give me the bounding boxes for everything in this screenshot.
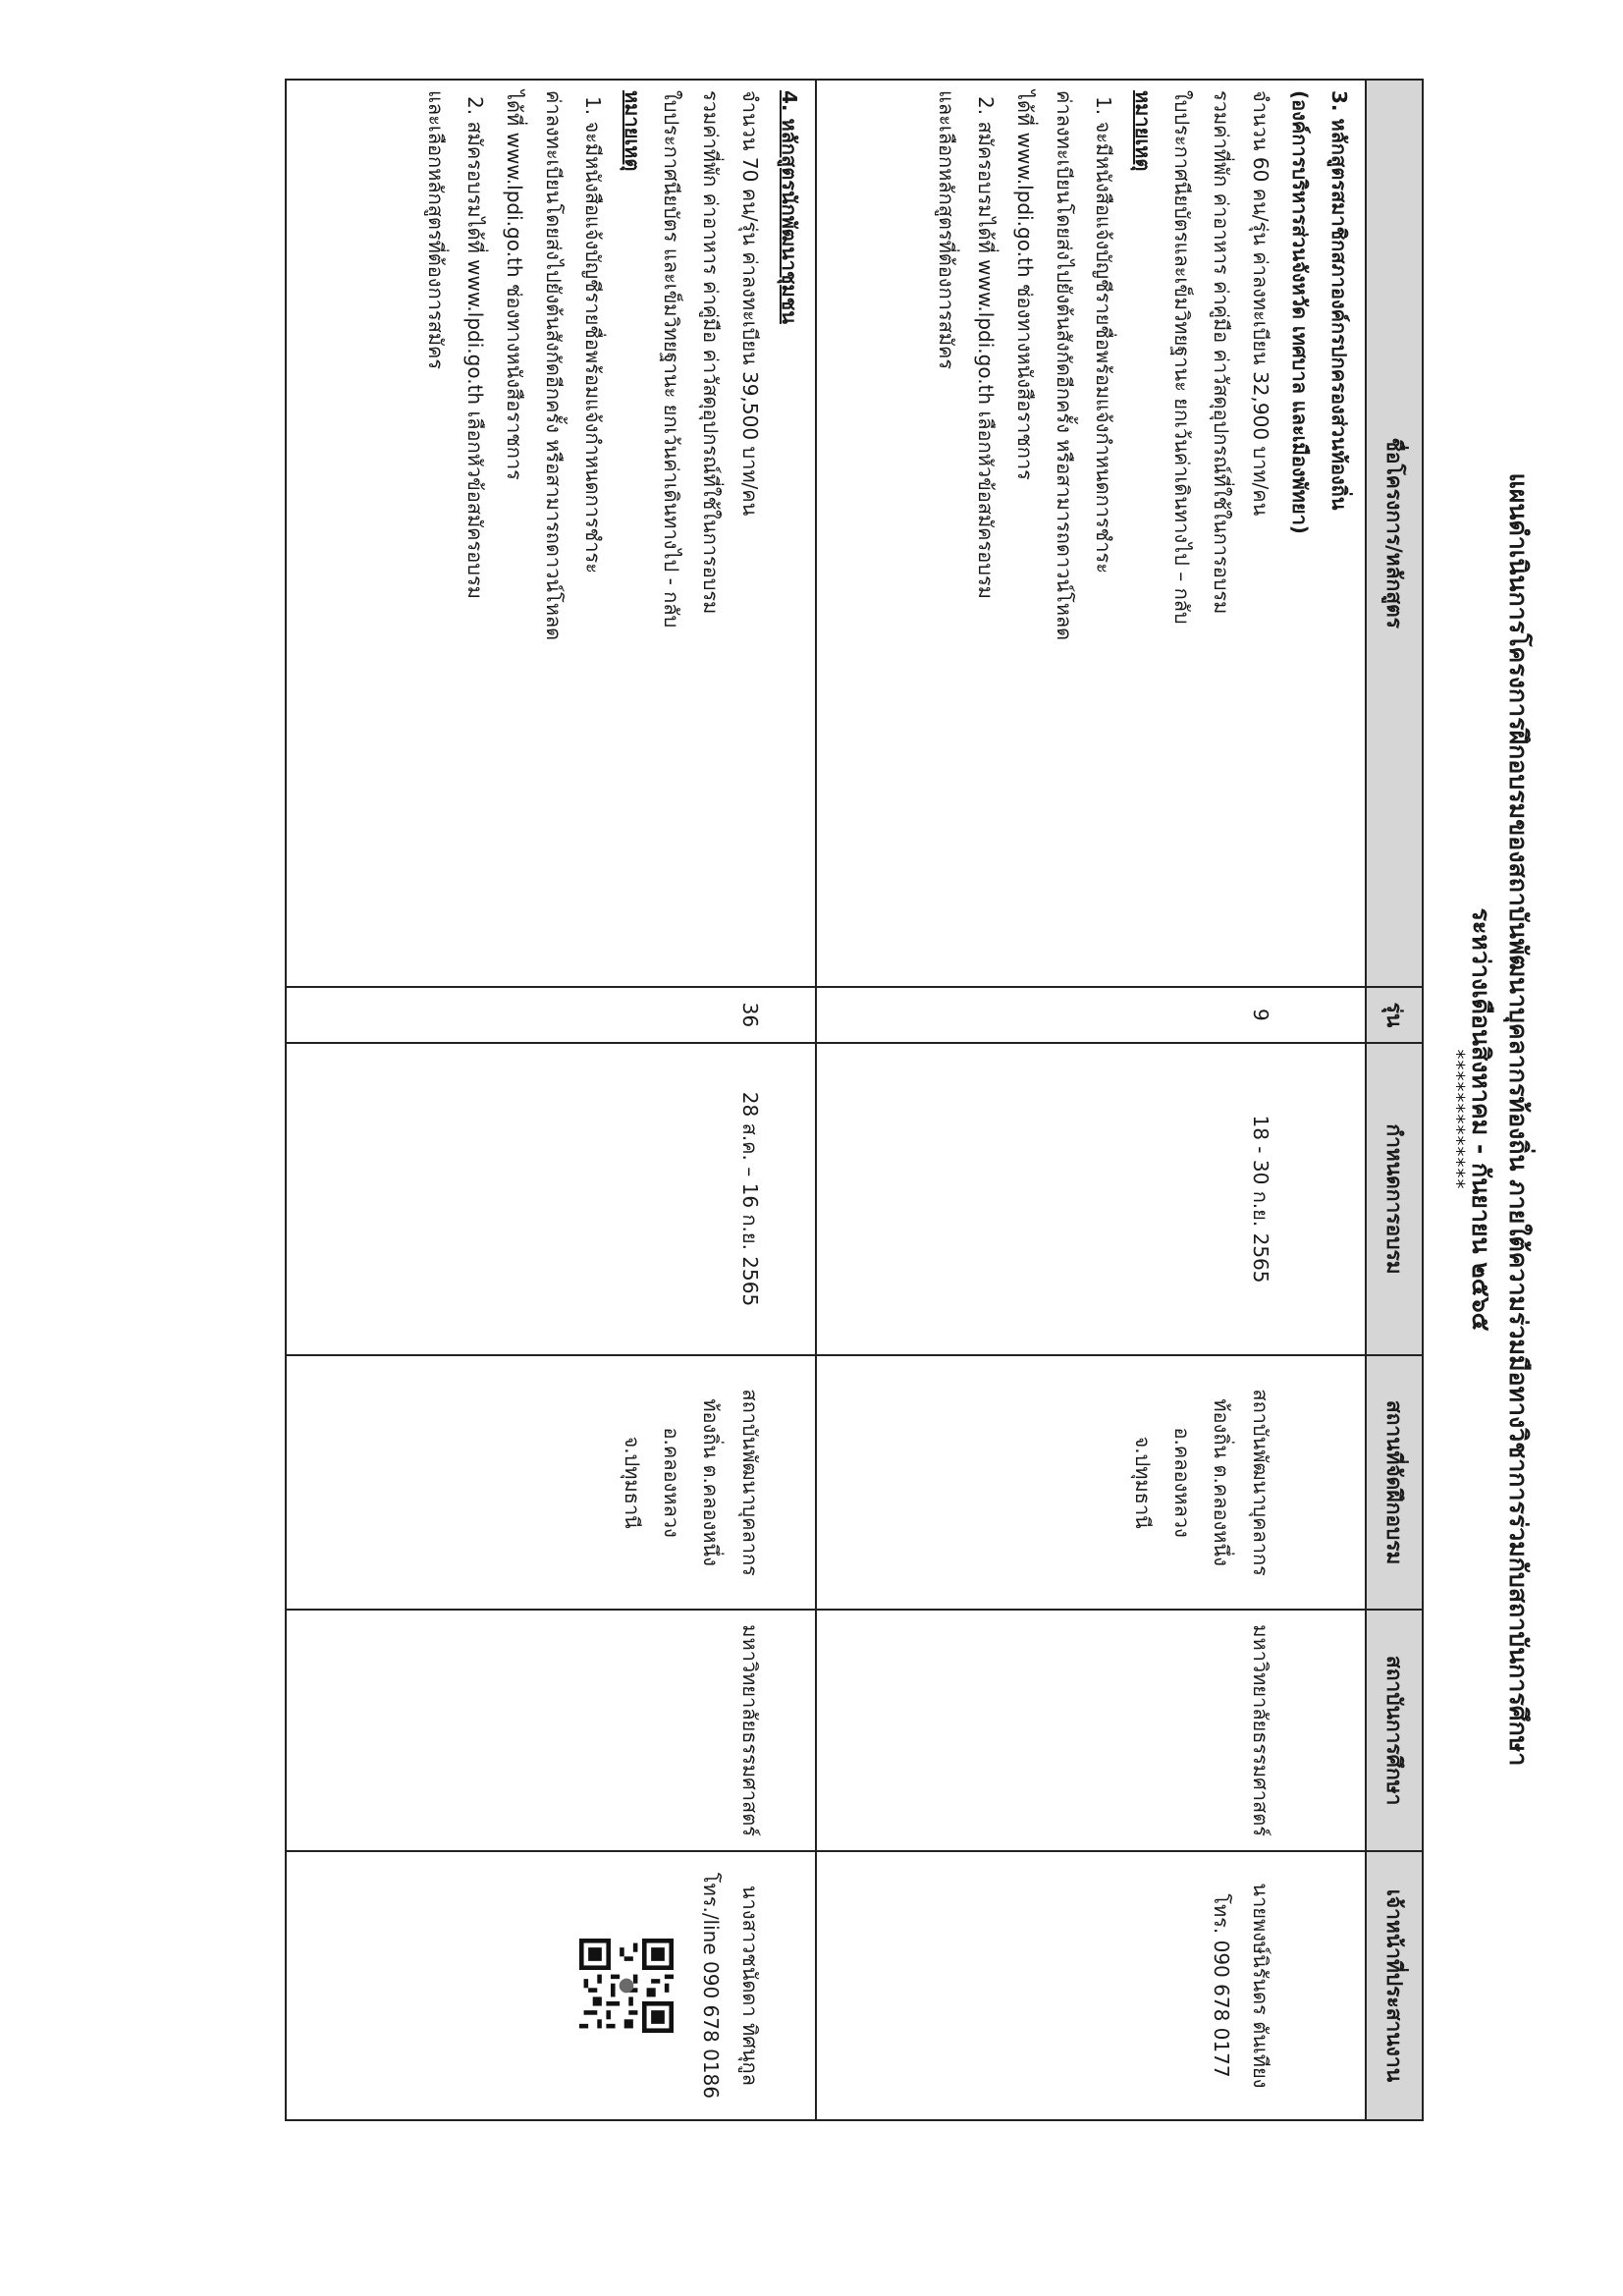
institute-value: มหาวิทยาลัยธรรมศาสตร์ — [738, 1624, 762, 1836]
course-fee-line: รวมค่าที่พัก ค่าอาหาร ค่าคู่มือ ค่าวัสดุอุปกรณ์ที่ใช้ในการอบรม — [1210, 90, 1233, 615]
header-venue: สถานที่จัดฝึกอบรม — [1366, 1355, 1423, 1611]
remark-line: และเลือกหลักสูตรที่ต้องการสมัคร — [424, 90, 448, 370]
contact-cell — [286, 1851, 816, 2120]
remark-line: ได้ที่ www.lpdi.go.th ช่องทางหนังสือราชการ — [503, 90, 526, 480]
venue-line: ท้องถิ่น ต.คลองหนึ่ง — [1210, 1398, 1233, 1566]
document-subtitle: ระหว่างเดือนสิงหาคม - กันยายน ๒๕๖๕ — [1467, 907, 1495, 1332]
venue-line: อ.คลองหลวง — [1170, 1427, 1194, 1538]
course-cell — [286, 80, 816, 987]
venue-line: จ.ปทุมธานี — [1131, 1436, 1155, 1529]
remark-line: ค่าลงทะเบียนโดยส่งไปยังต้นสังกัดอีกครั้ง หรือสามารถดาวน์โหลด — [542, 90, 566, 641]
remark-label: หมายเหตุ — [621, 90, 644, 172]
course-title: 4. หลักสูตรนักพัฒนาชุมชน — [778, 90, 801, 324]
venue-line: ท้องถิ่น ต.คลองหนึ่ง — [699, 1398, 723, 1566]
course-subtitle: (องค์การบริหารส่วนจังหวัด เทศบาล และเมืองพัทยา) — [1288, 90, 1312, 534]
course-fee-line: จำนวน 70 คน/รุ่น ค่าลงทะเบียน 39,500 บาท/คน — [738, 90, 762, 517]
schedule-value: 18 - 30 ก.ย. 2565 — [1249, 1115, 1272, 1284]
course-fee-line: จำนวน 60 คน/รุ่น ค่าลงทะเบียน 32,900 บาท/คน — [1249, 90, 1272, 517]
contact-name: นางสาวชนัดดา ทิศนุกูล — [738, 1885, 762, 2086]
training-plan-table — [285, 79, 1424, 2121]
institute-cell — [286, 1610, 816, 1850]
remark-line: 2. สมัครอบรมได้ที่ www.lpdi.go.th เลือกหัวข้อสมัครอบรม — [974, 96, 998, 599]
course-cell — [816, 80, 1366, 987]
contact-cell — [816, 1851, 1366, 2120]
venue-line: สถาบันพัฒนาบุคลากร — [1249, 1389, 1272, 1576]
institute-cell — [816, 1610, 1366, 1850]
table-row — [286, 80, 816, 2120]
remark-line: ได้ที่ www.lpdi.go.th ช่องทางหนังสือราชการ — [1013, 90, 1037, 480]
header-batch: รุ่น — [1366, 987, 1423, 1044]
batch-value: 36 — [738, 1002, 762, 1028]
remark-line: 2. สมัครอบรมได้ที่ www.lpdi.go.th เลือกหัวข้อสมัครอบรม — [463, 96, 487, 599]
venue-cell — [816, 1355, 1366, 1611]
remark-line: 1. จะมีหนังสือแจ้งบัญชีรายชื่อพร้อมแจ้งกำหนดการชำระ — [581, 96, 605, 574]
table-header-row — [1366, 80, 1423, 2120]
table-row — [816, 80, 1366, 2120]
remark-label: หมายเหตุ — [1131, 90, 1155, 172]
venue-cell — [286, 1355, 816, 1611]
batch-cell — [816, 987, 1366, 1044]
contact-phone: โทร. 090 678 0177 — [1210, 1893, 1233, 2078]
course-fee-line: ใบประกาศนียบัตรและเข็มวิทยฐานะ ยกเว้นค่าเดินทางไป – กลับ — [1170, 90, 1194, 625]
rotated-page — [157, 69, 1551, 2170]
batch-value: 9 — [1249, 1009, 1272, 1021]
contact-name: นายพงษ์นิรันดร ตันเทียง — [1249, 1883, 1272, 2089]
institute-value: มหาวิทยาลัยธรรมศาสตร์ — [1249, 1624, 1272, 1836]
header-course: ชื่อโครงการ/หลักสูตร — [1366, 80, 1423, 987]
header-contact: เจ้าหน้าที่ประสานงาน — [1366, 1851, 1423, 2120]
document-title: แผนดำเนินการโครงการฝึกอบรมของสถาบันพัฒนาบุคลากรท้องถิ่น ภายใต้ความร่วมมือทางวิชาการร่วมกับสถาบันการศึกษา — [1504, 472, 1533, 1767]
schedule-cell — [286, 1043, 816, 1354]
contact-phone: โทร./line 090 678 0186 — [699, 1872, 723, 2099]
header-institute: สถาบันการศึกษา — [1366, 1610, 1423, 1850]
venue-line: สถาบันพัฒนาบุคลากร — [738, 1389, 762, 1576]
remark-line: 1. จะมีหนังสือแจ้งบัญชีรายชื่อพร้อมแจ้งกำหนดการชำระ — [1092, 96, 1115, 574]
remark-line: และเลือกหลักสูตรที่ต้องการสมัคร — [935, 90, 958, 370]
course-fee-line: ใบประกาศนียบัตร และเข็มวิทยฐานะ ยกเว้นค่าเดินทางไป - กลับ — [660, 90, 683, 629]
venue-line: อ.คลองหลวง — [660, 1427, 683, 1538]
line-qr-code-icon[interactable] — [579, 1939, 674, 2033]
header-schedule: กำหนดการอบรม — [1366, 1043, 1423, 1354]
course-fee-line: รวมค่าที่พัก ค่าอาหาร ค่าคู่มือ ค่าวัสดุอุปกรณ์ที่ใช้ในการอบรม — [699, 90, 723, 615]
schedule-cell — [816, 1043, 1366, 1354]
star-divider: ************* — [1445, 1049, 1469, 1190]
batch-cell — [286, 987, 816, 1044]
course-title: 3. หลักสูตรสมาชิกสภาองค์กรปกครองส่วนท้องถิ่น — [1327, 90, 1351, 511]
schedule-value: 28 ส.ค. – 16 ก.ย. 2565 — [738, 1091, 762, 1307]
venue-line: จ.ปทุมธานี — [621, 1436, 644, 1529]
remark-line: ค่าลงทะเบียนโดยส่งไปยังต้นสังกัดอีกครั้ง หรือสามารถดาวน์โหลด — [1053, 90, 1076, 641]
